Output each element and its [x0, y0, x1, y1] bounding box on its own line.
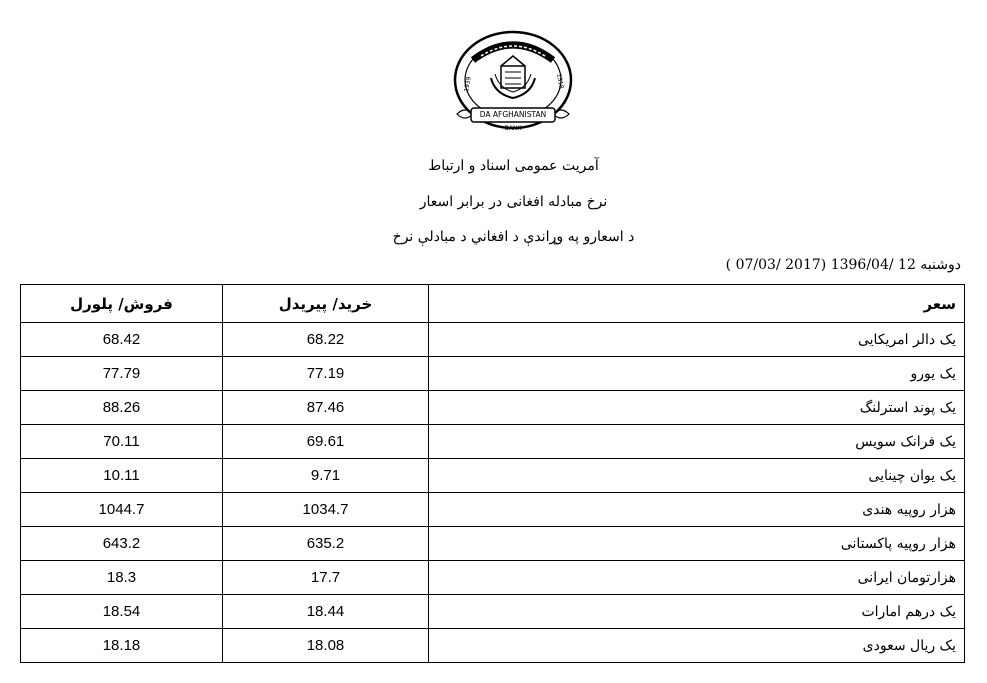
- cell-buy: 18.44: [223, 595, 429, 629]
- cell-buy: 77.19: [223, 357, 429, 391]
- cell-currency: یک فرانک سویس: [429, 425, 965, 459]
- table-row: [21, 629, 965, 663]
- cell-sell: 18.18: [21, 629, 223, 663]
- cell-sell: 88.26: [21, 391, 223, 425]
- table-row: [21, 493, 965, 527]
- cell-sell: 1044.7: [21, 493, 223, 527]
- table-row: [21, 425, 965, 459]
- cell-buy: 69.61: [223, 425, 429, 459]
- cell-currency: هزار روپیه هندی: [429, 493, 965, 527]
- table-row: [21, 391, 965, 425]
- cell-buy: 9.71: [223, 459, 429, 493]
- table-row: [21, 527, 965, 561]
- logo-text-line2: BANK: [504, 125, 522, 132]
- cell-sell: 18.3: [21, 561, 223, 595]
- cell-currency: یک یورو: [429, 357, 965, 391]
- table-row: [21, 459, 965, 493]
- logo-text-line1: DA AFGHANISTAN: [479, 110, 547, 119]
- table-row: [21, 595, 965, 629]
- header-currency: سعر: [429, 285, 965, 323]
- cell-currency: هزارتومان ایرانی: [429, 561, 965, 595]
- bank-seal-logo: [443, 30, 583, 134]
- cell-buy: 68.22: [223, 323, 429, 357]
- cell-currency: هزار روپیه پاکستانی: [429, 527, 965, 561]
- heading-directorate: آمریت عمومی اسناد و ارتباط: [428, 158, 599, 174]
- cell-currency: یک یوان چینایی: [429, 459, 965, 493]
- cell-currency: یک دالر امریکایی: [429, 323, 965, 357]
- logo-year-left: 1939: [463, 76, 473, 93]
- cell-sell: 643.2: [21, 527, 223, 561]
- cell-sell: 77.79: [21, 357, 223, 391]
- cell-sell: 70.11: [21, 425, 223, 459]
- cell-currency: یک ریال سعودی: [429, 629, 965, 663]
- exchange-rate-table: [20, 284, 965, 663]
- header-buy: خرید/ پیریدل: [223, 285, 429, 323]
- header-sell: فروش/ پلورل: [21, 285, 223, 323]
- cell-buy: 18.08: [223, 629, 429, 663]
- cell-buy: 1034.7: [223, 493, 429, 527]
- cell-currency: یک پوند استرلنگ: [429, 391, 965, 425]
- table-row: [21, 561, 965, 595]
- table-row: [21, 323, 965, 357]
- cell-sell: 68.42: [21, 323, 223, 357]
- table-header-row: [21, 285, 965, 323]
- report-date: دوشنبه 12 /1396/04 (2017 /07/03 ): [725, 257, 961, 273]
- cell-sell: 10.11: [21, 459, 223, 493]
- heading-exchange-rate-pashto: د اسعارو په وړاندې د افغاني د مبادلې نرخ: [392, 229, 635, 245]
- cell-currency: یک درهم امارات: [429, 595, 965, 629]
- heading-exchange-rate-dari: نرخ مبادله افغانی در برابر اسعار: [419, 194, 608, 210]
- cell-buy: 87.46: [223, 391, 429, 425]
- logo-year-right: 1318: [555, 73, 565, 90]
- table-row: [21, 357, 965, 391]
- cell-buy: 17.7: [223, 561, 429, 595]
- cell-sell: 18.54: [21, 595, 223, 629]
- cell-buy: 635.2: [223, 527, 429, 561]
